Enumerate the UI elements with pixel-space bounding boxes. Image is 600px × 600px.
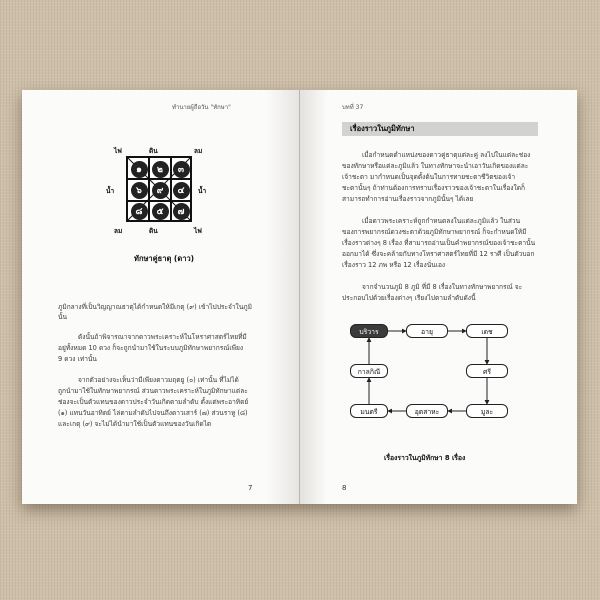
body-line: เรื่องราว 12 ภพ หรือ 12 เรื่องนั่นเอง — [342, 261, 446, 269]
left-page — [22, 90, 299, 504]
body-line: เมื่อกำหนดตำแหน่งของดาวคู่ธาตุแต่ละคู่ ลงไปในแต่ละช่อง — [362, 151, 531, 159]
flow-box-mula: มูละ — [466, 404, 508, 418]
flow-arrows — [300, 90, 577, 504]
cell-bc — [149, 200, 171, 222]
body-line: ถูกนำมาใช้ในทักษาพยากรณ์ ส่วนดาวพระเคราะห์ในภูมิทักษาแต่ละ — [58, 387, 248, 395]
cell-tl — [128, 158, 150, 180]
planet-number: ๙ — [152, 182, 169, 199]
element-label-bl: ลม — [114, 227, 123, 235]
element-label-tc: ดิน — [149, 147, 158, 155]
taksa-grid — [126, 156, 192, 222]
body-line: เรื่องราวต่างๆ 8 เรื่อง ที่สามารถอ่านเป็นคำพยากรณ์ของเจ้าชะตานั้น — [342, 239, 536, 247]
cell-br — [170, 200, 192, 222]
body-line: เมื่อดาวพระเคราะห์ถูกกำหนดลงในแต่ละภูมิแล้ว ในส่วน — [362, 217, 521, 225]
body-line: อยู่ทั้งหมด 10 ดวง ก็จะถูกนำมาใช้ในระบบภูมิทักษาพยากรณ์เพียง — [58, 344, 244, 352]
body-line: 9 ดวง เท่านั้น — [58, 355, 97, 363]
body-line: ประกอบไปด้วยเรื่องต่างๆ เรียงไปตามลำดับดังนี้ — [342, 294, 476, 302]
flow-box-sri: ศรี — [466, 364, 508, 378]
diagram-caption: เรื่องราวในภูมิทักษา 8 เรื่อง — [384, 454, 466, 462]
element-label-bc: ดิน — [149, 227, 158, 235]
page-number: 7 — [248, 484, 253, 492]
body-line: สามารถทำการอ่านเรื่องราวจากภูมินั้นๆ ได้เลย — [342, 195, 474, 203]
body-line: เจ้าชะตา มากำหนดเป็นจุดตั้งต้นในการทายชะตาชีวิตของเจ้า — [342, 173, 516, 181]
element-label-tr: ลม — [194, 147, 203, 155]
body-line: (๑) แทนวันอาทิตย์ ไล่ตามลำดับไปจนถึงดาวเสาร์ (๗) ส่วนราหู (๘) — [58, 409, 248, 417]
body-line: นั้น — [58, 313, 68, 321]
body-line: จากจำนวนภูมิ 8 ภูมิ ที่มี 8 เรื่องในทางทักษาพยากรณ์ จะ — [362, 283, 523, 291]
running-head: บทที่ 37 — [342, 104, 364, 111]
cell-tc — [149, 158, 171, 180]
planet-number: ๓ — [173, 161, 190, 178]
element-label-ml: น้ำ — [106, 187, 115, 195]
element-label-tl: ไฟ — [114, 147, 122, 155]
planet-number: ๔ — [173, 182, 190, 199]
cell-ml — [128, 179, 150, 201]
flow-box-boriwan: บริวาร — [350, 324, 388, 338]
open-book — [22, 90, 577, 504]
flow-box-ayu: อายุ — [406, 324, 448, 338]
body-line: ของทักษาหรือแต่ละภูมิแล้ว ในทางทักษาจะนำเอาวันเกิดของแต่ละ — [342, 162, 529, 170]
body-line: ของการพยากรณ์ดวงชะตาด้วยภูมิทักษาพยากรณ์ ก็จะกำหนดให้มี — [342, 228, 527, 236]
planet-number: ๖ — [131, 182, 148, 199]
flow-box-kalakini: กาลกิณี — [350, 364, 388, 378]
flow-box-montri: มนตรี — [350, 404, 388, 418]
planet-number: ๑ — [131, 161, 148, 178]
flow-box-utsaha: อุตสาหะ — [406, 404, 448, 418]
cell-bl — [128, 200, 150, 222]
right-page — [300, 90, 577, 504]
element-label-mr: น้ำ — [198, 187, 207, 195]
flow-box-det: เดช — [466, 324, 508, 338]
element-label-br: ไฟ — [194, 227, 202, 235]
body-line: ออกมาได้ ซึ่งจะคล้ายกับทางโหราศาสตร์ไทยที่มี 12 ราศี เป็นตัวบอก — [342, 250, 535, 258]
cell-tr — [170, 158, 192, 180]
running-head: ทำนายผู้ถือวัน "ทักษา" — [172, 104, 231, 111]
diagram-title: ทักษาคู่ธาตุ (ดาว) — [134, 254, 195, 263]
body-line: ภูมิกลางที่เป็นวิญญาณธาตุได้กำหนดให้มีเกตุ (๙) เข้าไปประจำในภูมิ — [58, 303, 252, 311]
cell-center — [149, 179, 171, 201]
body-line: และเกตุ (๙) จะไม่ได้นำมาใช้เป็นตัวแทนของวันเกิดได — [58, 420, 212, 428]
cell-mr — [170, 179, 192, 201]
planet-number: ๕ — [152, 203, 169, 220]
planet-number: ๗ — [173, 203, 190, 220]
body-line: ชะตานั้นๆ ถ้าท่านต้องการทราบเรื่องราวของเจ้าชะตาในเรื่องใดก็ — [342, 184, 526, 192]
body-line: ดังนั้นถ้าพิจารณาจากดาวพระเคราะห์ในโหราศาสตร์ไทยที่มี — [78, 333, 247, 341]
body-line: ช่องจะเป็นตัวแทนของดาวประจำวันเกิดตามลำดับ ตั้งแต่พระอาทิตย์ — [58, 398, 249, 406]
section-title: เรื่องราวในภูมิทักษา — [342, 122, 538, 136]
body-line: จากตัวอย่างจะเห็นว่ามีเพียงดาวมฤตยู (๐) เท่านั้น ที่ไม่ได้ — [78, 376, 239, 384]
planet-number: ๒ — [152, 161, 169, 178]
planet-number: ๘ — [131, 203, 148, 220]
page-number: 8 — [342, 484, 347, 492]
